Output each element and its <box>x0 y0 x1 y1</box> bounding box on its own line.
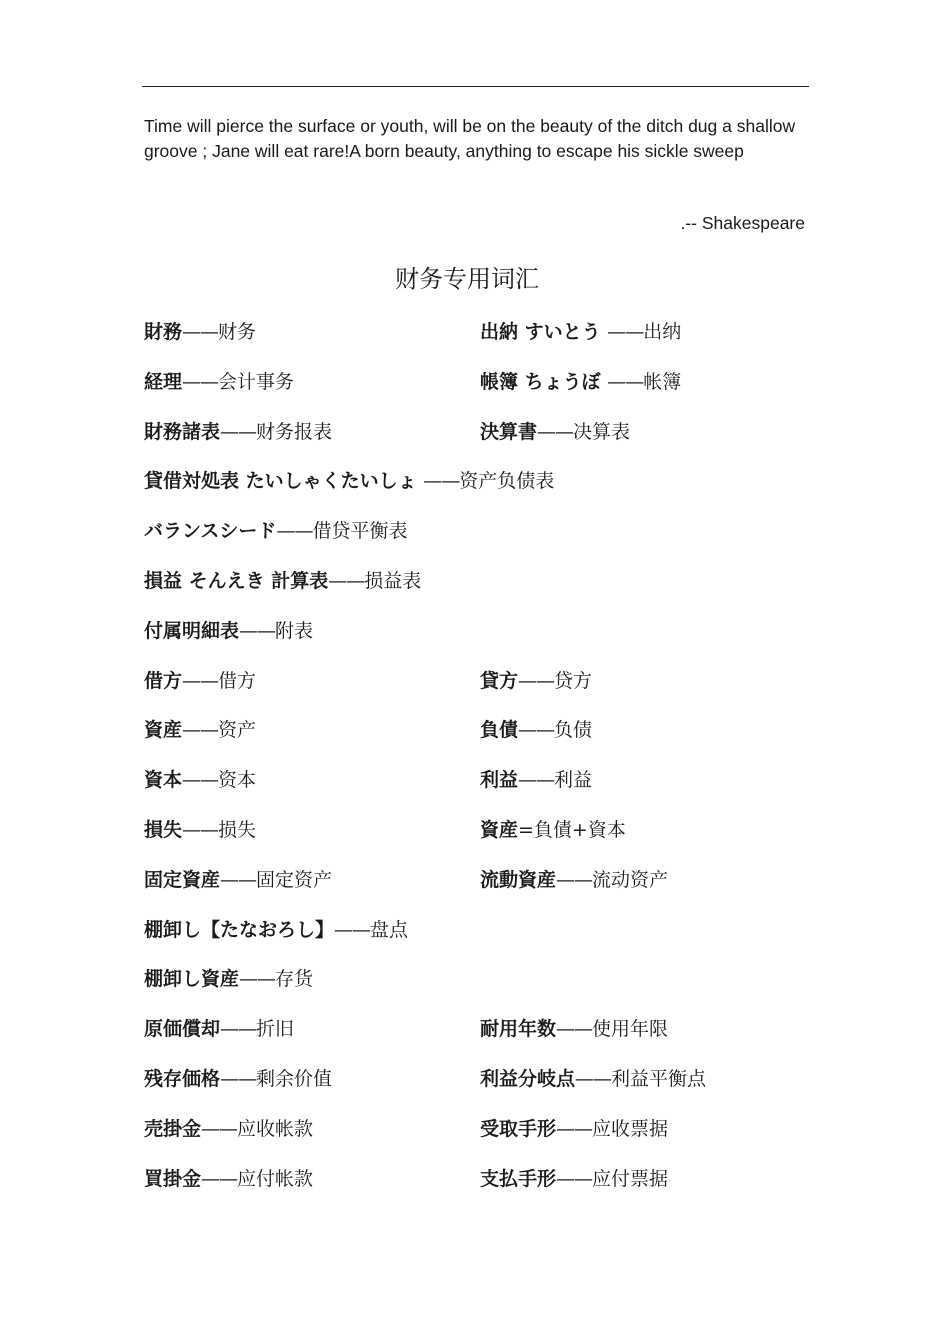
term-chinese: 损益表 <box>364 570 422 592</box>
term-dash: —— <box>518 769 555 792</box>
glossary-term-left <box>144 1065 332 1093</box>
glossary-term-left <box>144 1015 294 1043</box>
glossary-term-right <box>480 418 630 446</box>
glossary-term-left <box>144 965 313 993</box>
term-japanese: 出納 すいとう <box>480 321 608 343</box>
glossary-term-left <box>144 467 554 495</box>
term-dash: —— <box>518 719 555 742</box>
term-chinese: 使用年限 <box>592 1018 669 1041</box>
term-formula: =負債+資本 <box>518 819 626 841</box>
term-dash: —— <box>575 1068 612 1090</box>
term-dash: —— <box>220 868 257 891</box>
term-japanese: 原価償却 <box>144 1018 221 1041</box>
term-japanese: 受取手形 <box>480 1117 557 1140</box>
term-japanese: 決算書 <box>480 420 538 443</box>
term-chinese: 借方 <box>218 669 257 692</box>
term-chinese: 应收帐款 <box>237 1117 314 1140</box>
term-japanese: 負債 <box>480 719 519 742</box>
glossary-term-left <box>144 1165 313 1193</box>
term-japanese: 損失 <box>144 819 183 841</box>
term-dash: —— <box>328 570 365 592</box>
quote-text: Time will pierce the surface or youth, will be on the beauty of the ditch dug a shallow groove ; Jane will eat rare!A born beauty, anything to escape his sickle sweep <box>144 116 796 161</box>
glossary-term-right <box>480 1015 668 1043</box>
glossary-term-left <box>144 1115 313 1143</box>
header-rule <box>142 86 809 87</box>
glossary-term-right <box>480 1165 668 1193</box>
term-japanese: 借方 <box>144 669 183 692</box>
term-chinese: 会计事务 <box>218 370 295 393</box>
term-dash: —— <box>220 420 257 443</box>
term-chinese: 剩余价值 <box>256 1068 333 1090</box>
glossary-term-left <box>144 617 313 645</box>
term-chinese: 盘点 <box>370 918 409 941</box>
term-dash: —— <box>220 1018 257 1041</box>
term-dash: —— <box>423 470 460 493</box>
term-dash: —— <box>556 868 593 891</box>
term-japanese: 資産 <box>144 719 183 742</box>
term-japanese: 残存価格 <box>144 1068 221 1090</box>
term-dash: —— <box>182 819 219 841</box>
term-chinese: 利益 <box>554 769 593 792</box>
term-chinese: 借贷平衡表 <box>312 520 408 543</box>
term-dash: —— <box>201 1117 238 1140</box>
term-japanese: 財務 <box>144 321 183 343</box>
term-dash: —— <box>182 719 219 742</box>
term-chinese: 附表 <box>275 619 314 642</box>
term-dash: —— <box>518 669 555 692</box>
term-dash: —— <box>239 619 276 642</box>
term-chinese: 存货 <box>275 968 314 991</box>
term-dash: —— <box>556 1018 593 1041</box>
term-japanese: 売掛金 <box>144 1117 202 1140</box>
term-japanese: 付属明細表 <box>144 619 240 642</box>
term-chinese: 利益平衡点 <box>611 1068 707 1090</box>
glossary-term-right <box>480 816 626 844</box>
glossary-term-right <box>480 368 681 396</box>
quote-attribution: .-- Shakespeare <box>680 213 805 233</box>
term-japanese: 経理 <box>144 370 183 393</box>
glossary-term-left <box>144 368 294 396</box>
term-japanese: 支払手形 <box>480 1167 557 1190</box>
term-japanese: 棚卸し【たなおろし】 <box>144 918 335 941</box>
term-chinese: 财务 <box>218 321 257 343</box>
term-dash: —— <box>556 1167 593 1190</box>
term-dash: —— <box>201 1167 238 1190</box>
term-chinese: 应收票据 <box>592 1117 669 1140</box>
term-dash: —— <box>607 370 644 393</box>
term-japanese: 財務諸表 <box>144 420 221 443</box>
term-chinese: 折旧 <box>256 1018 295 1041</box>
term-dash: —— <box>334 918 371 941</box>
glossary-term-left <box>144 517 407 545</box>
term-chinese: 固定资产 <box>256 868 333 891</box>
glossary-term-right <box>480 866 668 894</box>
term-chinese: 帐簿 <box>643 370 682 393</box>
term-japanese: 固定資産 <box>144 868 221 891</box>
term-dash: —— <box>276 520 313 543</box>
glossary-term-left <box>144 766 256 794</box>
page-title: 财务专用词汇 <box>395 265 539 293</box>
term-chinese: 负债 <box>554 719 593 742</box>
term-dash: —— <box>182 769 219 792</box>
term-chinese: 资产 <box>218 719 257 742</box>
term-dash: —— <box>182 321 219 343</box>
term-chinese: 应付帐款 <box>237 1167 314 1190</box>
term-dash: —— <box>607 321 644 343</box>
term-dash: —— <box>220 1068 257 1090</box>
term-chinese: 应付票据 <box>592 1167 669 1190</box>
term-dash: —— <box>556 1117 593 1140</box>
term-japanese: 利益分岐点 <box>480 1068 576 1090</box>
glossary-term-right <box>480 716 592 744</box>
term-chinese: 决算表 <box>573 420 631 443</box>
glossary-term-right <box>480 1065 706 1093</box>
glossary-term-left <box>144 916 408 944</box>
term-chinese: 损失 <box>218 819 257 841</box>
term-japanese: 損益 そんえき 計算表 <box>144 570 329 592</box>
term-chinese: 资本 <box>218 769 257 792</box>
glossary-term-left <box>144 667 256 695</box>
glossary-term-left <box>144 318 256 346</box>
term-japanese: バランスシード <box>144 520 277 543</box>
term-chinese: 出纳 <box>643 321 682 343</box>
term-dash: —— <box>182 669 219 692</box>
glossary-term-left <box>144 816 256 844</box>
glossary-term-right <box>480 318 681 346</box>
term-japanese: 資産 <box>480 819 519 841</box>
term-japanese: 貸方 <box>480 669 519 692</box>
glossary-term-right <box>480 766 592 794</box>
glossary-term-left <box>144 567 421 595</box>
term-japanese: 棚卸し資産 <box>144 968 240 991</box>
glossary-term-left <box>144 418 332 446</box>
term-japanese: 流動資産 <box>480 868 557 891</box>
term-dash: —— <box>537 420 574 443</box>
glossary-term-right <box>480 1115 668 1143</box>
term-chinese: 贷方 <box>554 669 593 692</box>
term-chinese: 流动资产 <box>592 868 669 891</box>
term-japanese: 買掛金 <box>144 1167 202 1190</box>
glossary-term-left <box>144 716 256 744</box>
term-dash: —— <box>239 968 276 991</box>
glossary-term-right <box>480 667 592 695</box>
term-japanese: 耐用年数 <box>480 1018 557 1041</box>
term-japanese: 帳簿 ちょうぼ <box>480 370 608 393</box>
glossary-term-left <box>144 866 332 894</box>
term-dash: —— <box>182 370 219 393</box>
term-japanese: 資本 <box>144 769 183 792</box>
term-chinese: 财务报表 <box>256 420 333 443</box>
term-chinese: 资产负债表 <box>459 470 555 493</box>
term-japanese: 貸借対処表 たいしゃくたいしょ <box>144 470 424 493</box>
term-japanese: 利益 <box>480 769 519 792</box>
